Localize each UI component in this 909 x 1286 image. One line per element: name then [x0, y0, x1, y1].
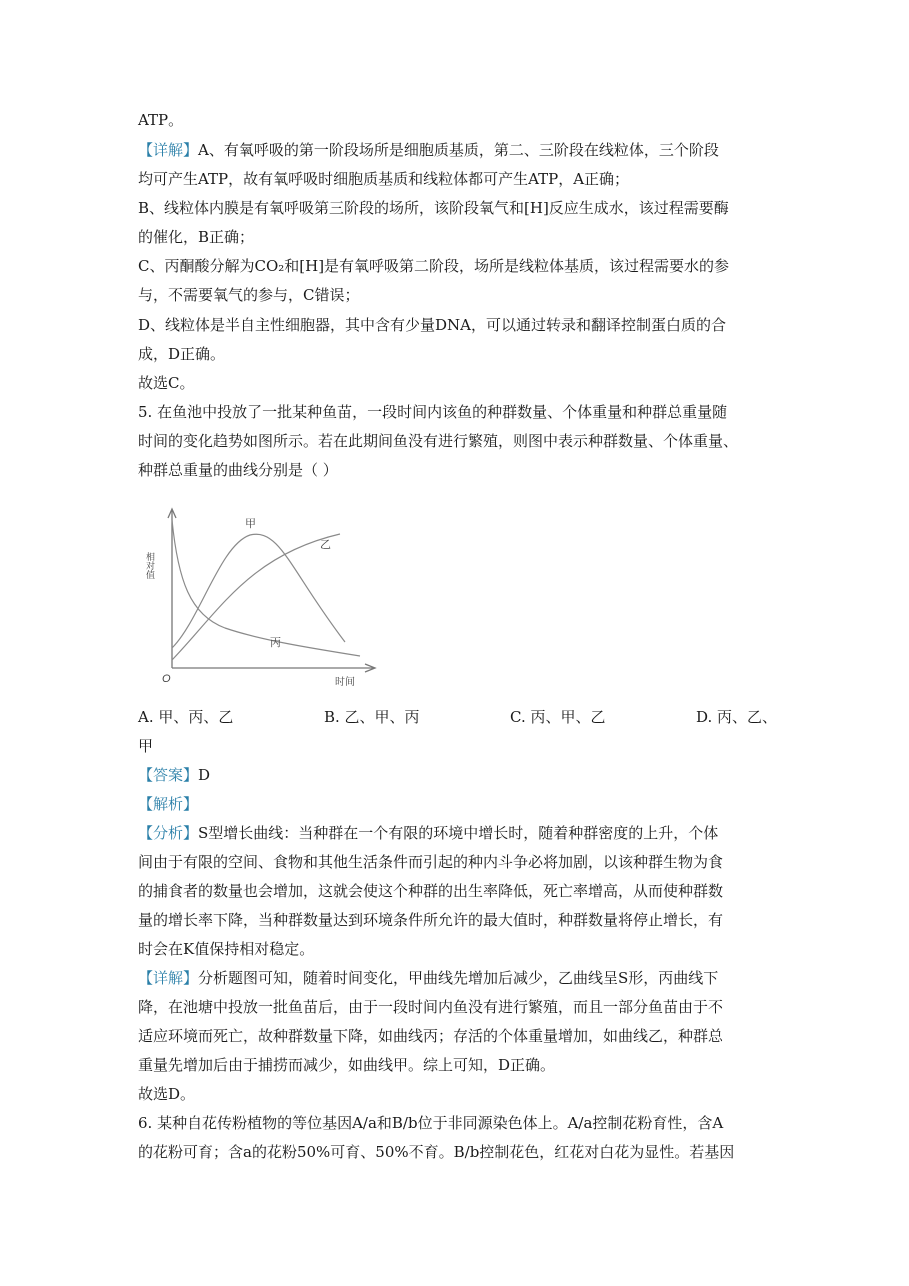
section-label: 【详解】 [138, 141, 199, 159]
curve-bing [172, 520, 360, 656]
section-label: 【详解】 [138, 969, 199, 987]
text-line: 故选D。 [138, 1085, 196, 1103]
option-b: B. 乙、甲、丙 [324, 708, 420, 726]
population-curve-figure [145, 500, 380, 690]
answer-label: 【答案】 [138, 766, 199, 784]
question-text: 6. 某种自花传粉植物的等位基因A/a和B/b位于非同源染色体上。A/a控制花粉育性，含A [138, 1114, 724, 1132]
line-text: 分析题图可知，随着时间变化，甲曲线先增加后减少，乙曲线呈S形，丙曲线下 [198, 969, 719, 987]
answer-text: D [198, 766, 211, 784]
text-line: 降，在池塘中投放一批鱼苗后，由于一段时间内鱼没有进行繁殖，而且一部分鱼苗由于不 [138, 998, 724, 1016]
curve-label-yi: 乙 [320, 539, 331, 551]
text-line: 故选C。 [138, 374, 195, 392]
text-line: C、丙酮酸分解为CO₂和[H]是有氧呼吸第二阶段，场所是线粒体基质，该过程需要水的参 [138, 257, 730, 275]
text-line [138, 136, 778, 165]
y-axis-label: 相对值 [145, 552, 155, 579]
line-text: A、有氧呼吸的第一阶段场所是细胞质基质，第二、三阶段在线粒体，三个阶段 [198, 141, 719, 159]
text-line: B、线粒体内膜是有氧呼吸第三阶段的场所，该阶段氧气和[H]反应生成水，该过程需要酶 [138, 199, 729, 217]
option-d: D. 丙、乙、 [696, 708, 778, 726]
curve-yi [172, 534, 340, 660]
text-line [138, 964, 778, 993]
question-text: 5. 在鱼池中投放了一批某种鱼苗，一段时间内该鱼的种群数量、个体重量和种群总重量随 [138, 403, 728, 421]
text-line: 时会在K值保持相对稳定。 [138, 940, 315, 958]
text-line: D、线粒体是半自主性细胞器，其中含有少量DNA，可以通过转录和翻译控制蛋白质的合 [138, 316, 727, 334]
option-c: C. 丙、甲、乙 [510, 708, 606, 726]
option-d-continued: 甲 [138, 737, 154, 755]
x-axis-label: 时间 [335, 677, 355, 688]
option-a: A. 甲、丙、乙 [138, 708, 234, 726]
text-line: 成，D正确。 [138, 345, 226, 363]
text-line [138, 819, 778, 848]
question-text: 时间的变化趋势如图所示。若在此期间鱼没有进行繁殖，则图中表示种群数量、个体重量、 [138, 432, 739, 450]
text-line: 均可产生ATP，故有氧呼吸时细胞质基质和线粒体都可产生ATP，A正确； [138, 170, 630, 188]
answer-line [138, 761, 778, 790]
text-line: 间由于有限的空间、食物和其他生活条件而引起的种内斗争必将加剧，以该种群生物为食 [138, 853, 724, 871]
question-text: 种群总重量的曲线分别是（ ） [138, 461, 338, 479]
analysis-label: 【解析】 [138, 795, 199, 813]
text-line: 重量先增加后由于捕捞而减少，如曲线甲。综上可知，D正确。 [138, 1056, 556, 1074]
text-line: 适应环境而死亡，故种群数量下降，如曲线丙；存活的个体重量增加，如曲线乙，种群总 [138, 1027, 724, 1045]
curve-label-bing: 丙 [270, 637, 281, 649]
text-line: 的催化，B正确； [138, 228, 255, 246]
text-line: 的捕食者的数量也会增加，这就会使这个种群的出生率降低，死亡率增高，从而使种群数 [138, 882, 724, 900]
section-label: 【分析】 [138, 824, 199, 842]
curve-label-jia: 甲 [245, 518, 256, 530]
text-line: 量的增长率下降，当种群数量达到环境条件所允许的最大值时，种群数量将停止增长，有 [138, 911, 724, 929]
question-text: 的花粉可育；含a的花粉50%可育、50%不育。B/b控制花色，红花对白花为显性。若基因 [138, 1143, 735, 1161]
origin-label: O [162, 673, 171, 685]
line-text: S型增长曲线：当种群在一个有限的环境中增长时，随着种群密度的上升，个体 [198, 824, 719, 842]
text-line: ATP。 [138, 111, 184, 129]
text-line: 与，不需要氧气的参与，C错误； [138, 286, 360, 304]
